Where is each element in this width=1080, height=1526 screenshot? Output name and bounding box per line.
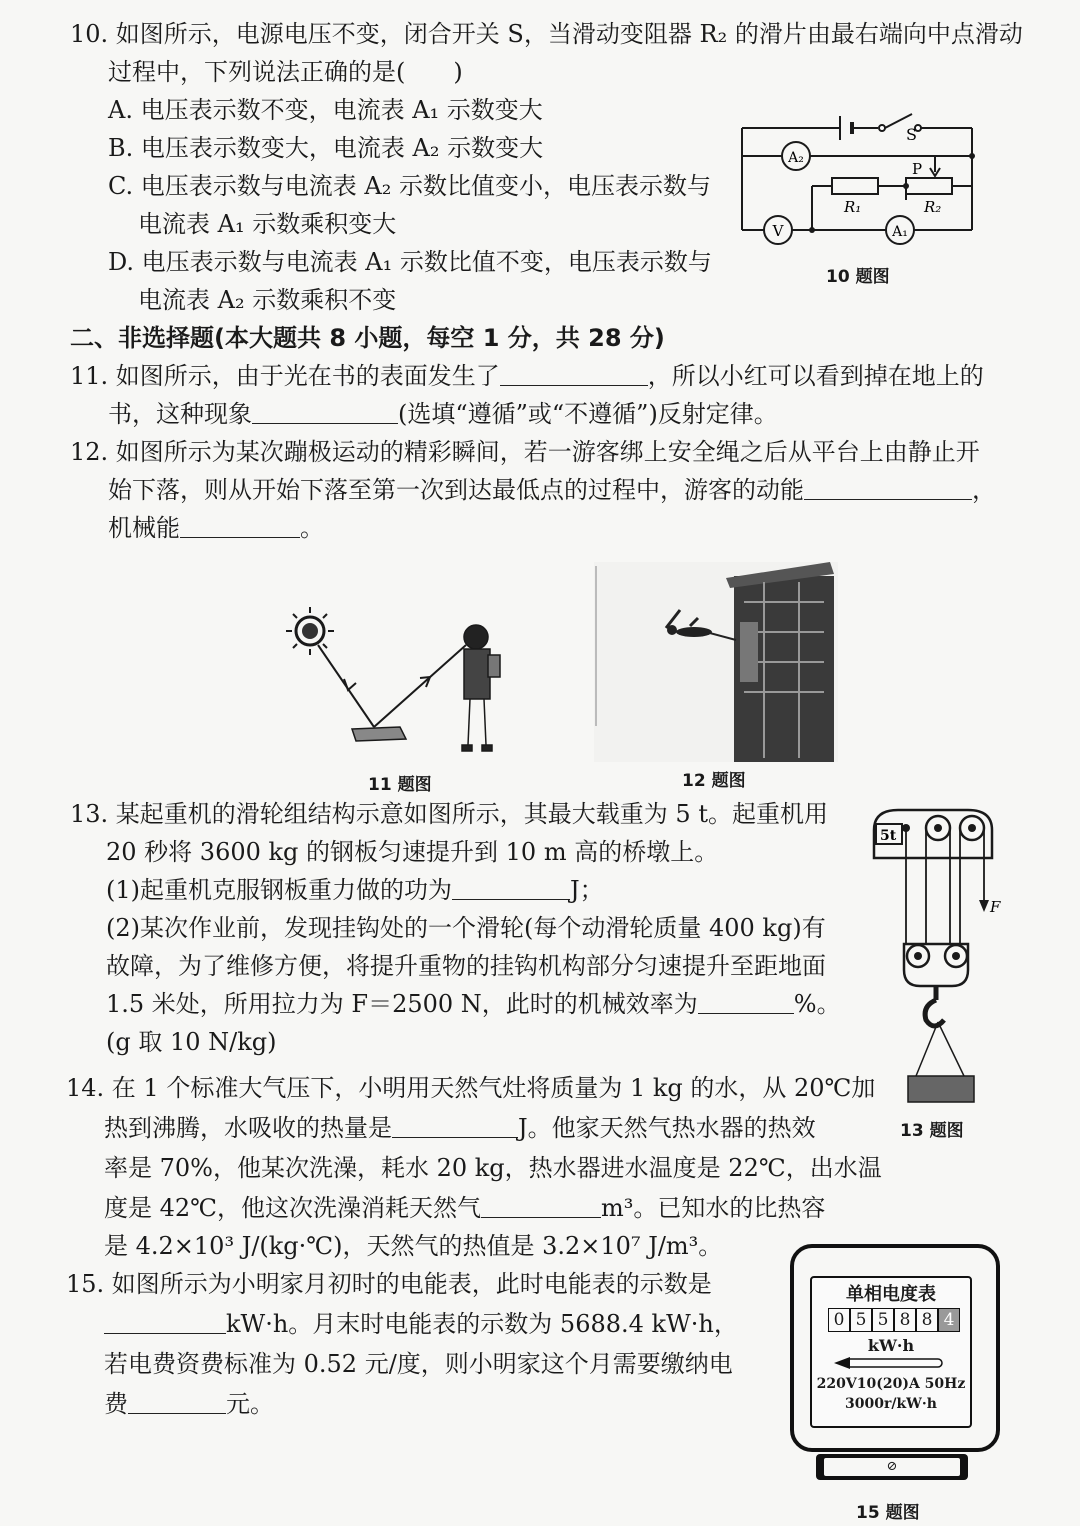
q13-text-6b: %。 <box>793 990 841 1018</box>
meter-disc-icon <box>832 1356 952 1370</box>
q15-text-2a: kW·h。月末时电能表的示数为 5688.4 kW·h， <box>226 1310 738 1338</box>
q11-text-2b: (选填“遵循”或“不遵循”)反射定律。 <box>398 400 778 428</box>
section-2-header: 二、非选择题(本大题共 8 小题，每空 1 分，共 28 分) <box>70 324 665 352</box>
meter-knob-icon: ⊘ <box>824 1458 960 1476</box>
q10-option-a: A. 电压表示数不变，电流表 A₁ 示数变大 <box>108 96 543 124</box>
q10-ammeter-a1-label: A₁ <box>892 224 908 240</box>
q15-line-3: 若电费资费标准为 0.52 元/度，则小明家这个月需要缴纳电 <box>104 1350 733 1378</box>
q10-option-c-line-2: 电流表 A₁ 示数乘积变大 <box>138 210 397 238</box>
q14-blank-1[interactable] <box>392 1113 518 1138</box>
q11-reflection-figure <box>270 595 530 765</box>
q12-figure-caption: 12 题图 <box>682 771 746 791</box>
q13-line-7: (g 取 10 N/kg) <box>106 1028 277 1056</box>
q11-figure-caption: 11 题图 <box>368 775 432 795</box>
q12-blank-1[interactable] <box>804 475 972 500</box>
q15-line-1: 15. 如图所示为小明家月初时的电能表，此时电能表的示数是 <box>66 1270 712 1298</box>
sun-icon <box>286 607 334 655</box>
q10-voltmeter-label: V <box>772 222 784 240</box>
meter-digit: 8 <box>894 1308 916 1332</box>
q12-text-3a: 机械能 <box>108 514 180 542</box>
q14-line-3: 率是 70%，他某次洗澡，耗水 20 kg，热水器进水温度是 22℃，出水温 <box>104 1154 882 1182</box>
q14-text-4b: m³。已知水的比热容 <box>601 1194 826 1222</box>
q14-line-4 <box>104 1192 825 1224</box>
q12-line-2 <box>108 474 996 506</box>
q14-line-2 <box>104 1112 816 1144</box>
q14-text-2b: J。他家天然气热水器的热效 <box>518 1114 816 1142</box>
q14-blank-2[interactable] <box>481 1193 601 1218</box>
q13-capacity-label: 5t <box>880 828 897 844</box>
q13-blank-2[interactable] <box>698 989 794 1014</box>
book-icon <box>352 727 406 741</box>
girl-figure <box>462 625 500 751</box>
q12-blank-2[interactable] <box>180 513 300 538</box>
q15-text-4b: 元。 <box>226 1390 274 1418</box>
q15-blank-2[interactable] <box>128 1389 226 1414</box>
q13-line-2: 20 秒将 3600 kg 的钢板匀速提升到 10 m 高的桥墩上。 <box>106 838 719 866</box>
q13-line-1: 13. 某起重机的滑轮组结构示意如图所示，其最大载重为 5 t。起重机用 <box>70 800 828 828</box>
meter-unit: kW·h <box>867 1336 915 1355</box>
q14-text-4a: 度是 42℃，他这次洗澡消耗天然气 <box>104 1194 482 1222</box>
q13-blank-1[interactable] <box>452 875 570 900</box>
q15-blank-1[interactable] <box>104 1309 226 1334</box>
q12-text-2a: 始下落，则从开始下落至第一次到达最低点的过程中，游客的动能 <box>108 476 804 504</box>
q12-text-3b: 。 <box>300 514 324 542</box>
q11-text-1b: ，所以小红可以看到掉在地上的 <box>647 362 984 390</box>
meter-title: 单相电度表 <box>846 1284 936 1305</box>
meter-digit: 5 <box>850 1308 872 1332</box>
q10-option-d-line-1: D. 电压表示数与电流表 A₁ 示数比值不变，电压表示数与 <box>108 248 712 276</box>
q13-pulley-diagram <box>868 800 1008 1110</box>
q10-r1-label: R₁ <box>844 198 862 216</box>
q10-switch-label: S <box>906 125 917 144</box>
meter-digit: 0 <box>828 1308 850 1332</box>
q13-line-5: 故障，为了维修方便，将提升重物的挂钩机构部分匀速提升至距地面 <box>106 952 826 980</box>
q10-stem-line-1: 10. 如图所示，电源电压不变，闭合开关 S，当滑动变阻器 R₂ 的滑片由最右端向中点滑动 <box>70 20 1023 48</box>
q13-line-4: (2)某次作业前，发现挂钩处的一个滑轮(每个动滑轮质量 400 kg)有 <box>106 914 826 942</box>
q11-blank-1[interactable] <box>500 361 648 386</box>
q10-r2-label: R₂ <box>924 198 942 216</box>
q11-text-2a: 书，这种现象 <box>108 400 252 428</box>
hook-icon <box>925 986 944 1026</box>
q15-line-4 <box>104 1388 274 1420</box>
q12-line-1: 12. 如图所示为某次蹦极运动的精彩瞬间，若一游客绑上安全绳之后从平台上由静止开 <box>70 438 980 466</box>
steel-plate-icon <box>908 1076 974 1102</box>
q10-option-c-line-1: C. 电压表示数与电流表 A₂ 示数比值变小，电压表示数与 <box>108 172 711 200</box>
q10-stem-line-2: 过程中，下列说法正确的是( ) <box>108 58 463 86</box>
meter-spec-rating: 220V10(20)A 50Hz <box>816 1376 966 1392</box>
q14-text-2a: 热到沸腾，水吸收的热量是 <box>104 1114 392 1142</box>
meter-digit-decimal: 4 <box>938 1308 960 1332</box>
q11-line-2 <box>108 398 778 430</box>
q14-line-5: 是 4.2×10³ J/(kg·℃)，天然气的热值是 3.2×10⁷ J/m³。 <box>104 1232 723 1260</box>
force-arrow-icon <box>979 900 989 912</box>
meter-digit: 5 <box>872 1308 894 1332</box>
q12-text-2b: ， <box>972 476 996 504</box>
q13-text-3a: (1)起重机克服钢板重力做的功为 <box>106 876 452 904</box>
q15-electricity-meter <box>790 1244 1000 1494</box>
q11-line-1 <box>70 360 984 392</box>
q12-line-3 <box>108 512 324 544</box>
q13-force-label: F <box>990 898 1001 916</box>
q15-line-2 <box>104 1308 738 1340</box>
q13-text-3b: J； <box>570 876 604 904</box>
q13-text-6a: 1.5 米处，所用拉力为 F＝2500 N，此时的机械效率为 <box>106 990 698 1018</box>
q15-figure-caption: 15 题图 <box>856 1503 920 1523</box>
q11-blank-2[interactable] <box>252 399 398 424</box>
q15-text-4a: 费 <box>104 1390 128 1418</box>
meter-digit: 8 <box>916 1308 938 1332</box>
q13-figure-caption: 13 题图 <box>900 1121 964 1141</box>
meter-spec-constant: 3000r/kW·h <box>845 1396 937 1412</box>
q10-slider-label: P <box>912 160 923 178</box>
q12-bungee-photo <box>594 562 838 762</box>
meter-digit-display <box>828 1308 960 1332</box>
q10-option-b: B. 电压表示数变大，电流表 A₂ 示数变大 <box>108 134 544 162</box>
q10-option-d-line-2: 电流表 A₂ 示数乘积不变 <box>138 286 397 314</box>
q14-line-1: 14. 在 1 个标准大气压下，小明用天然气灶将质量为 1 kg 的水，从 20℃加 <box>66 1074 876 1102</box>
q13-line-3 <box>106 874 604 906</box>
q13-line-6 <box>106 988 841 1020</box>
q10-ammeter-a2-label: A₂ <box>788 150 804 166</box>
q10-figure-caption: 10 题图 <box>826 267 890 287</box>
q11-text-1a: 11. 如图所示，由于光在书的表面发生了 <box>70 362 500 390</box>
